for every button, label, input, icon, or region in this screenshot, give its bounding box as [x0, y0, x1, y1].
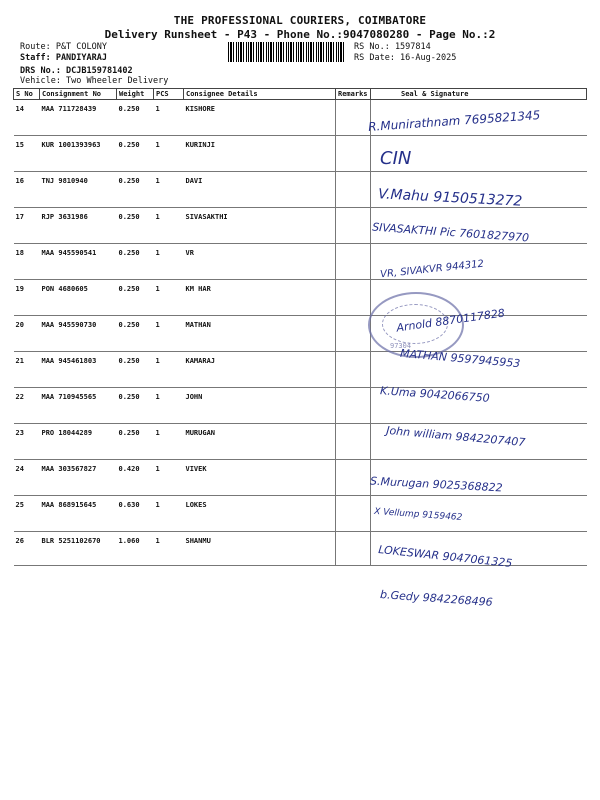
row-consignee: MATHAN — [184, 316, 336, 352]
row-consignee: DAVI — [184, 172, 336, 208]
row-sno: 23 — [14, 424, 40, 460]
sheet-title: THE PROFESSIONAL COURIERS, COIMBATORE — [173, 14, 427, 27]
row-remarks — [336, 388, 371, 424]
signature-26: b.Gedy 9842268496 — [379, 588, 494, 609]
row-pcs: 1 — [154, 496, 184, 532]
row-remarks — [336, 244, 371, 280]
col-remarks: Remarks — [336, 89, 371, 100]
row-pcs: 1 — [154, 352, 184, 388]
row-weight: 0.250 — [117, 352, 154, 388]
row-remarks — [336, 424, 371, 460]
row-sno: 22 — [14, 388, 40, 424]
row-consignment-no: PRO 18044289 — [40, 424, 117, 460]
row-consignment-no: KUR 1001393963 — [40, 136, 117, 172]
drs-number: DRS No.: DCJB159781402 — [20, 66, 133, 76]
col-weight: Weight — [117, 89, 154, 100]
signature-16: V.Mahu 9150513272 — [377, 186, 523, 210]
row-weight: 0.250 — [117, 316, 154, 352]
row-weight: 0.250 — [117, 172, 154, 208]
row-sno: 17 — [14, 208, 40, 244]
row-pcs: 1 — [154, 100, 184, 136]
barcode — [228, 42, 346, 62]
row-consignment-no: TNJ 9810940 — [40, 172, 117, 208]
signature-23: S.Murugan 9025368822 — [369, 474, 503, 495]
table-row — [14, 316, 587, 352]
row-consignee: VIVEK — [184, 460, 336, 496]
row-consignee: SHANMU — [184, 532, 336, 566]
row-sno: 26 — [14, 532, 40, 566]
row-remarks — [336, 496, 371, 532]
rs-date: RS Date: 16-Aug-2025 — [354, 53, 457, 63]
row-pcs: 1 — [154, 244, 184, 280]
row-remarks — [336, 316, 371, 352]
row-consignee: VR — [184, 244, 336, 280]
sheet-subtitle: Delivery Runsheet - P43 - Phone No.:9047080280 - Page No.:2 — [104, 28, 496, 41]
row-consignment-no: MAA 303567827 — [40, 460, 117, 496]
signature-19: Arnold 8870117828 — [395, 306, 506, 335]
row-weight: 0.250 — [117, 280, 154, 316]
signature-20: MATHAN 9597945953 — [399, 346, 521, 371]
row-pcs: 1 — [154, 172, 184, 208]
row-sno: 16 — [14, 172, 40, 208]
row-pcs: 1 — [154, 136, 184, 172]
row-weight: 0.420 — [117, 460, 154, 496]
stamp-text: 97304 — [390, 342, 412, 350]
signature-22: John william 9842207407 — [385, 423, 526, 450]
row-consignment-no: MAA 710945565 — [40, 388, 117, 424]
row-remarks — [336, 100, 371, 136]
col-consignee: Consignee Details — [184, 89, 336, 100]
row-consignee: SIVASAKTHI — [184, 208, 336, 244]
row-sno: 20 — [14, 316, 40, 352]
row-pcs: 1 — [154, 424, 184, 460]
row-weight: 0.630 — [117, 496, 154, 532]
row-consignee: KAMARAJ — [184, 352, 336, 388]
row-pcs: 1 — [154, 280, 184, 316]
signature-17: SIVASAKTHI Pic 7601827970 — [371, 220, 530, 245]
row-weight: 0.250 — [117, 388, 154, 424]
row-pcs: 1 — [154, 316, 184, 352]
row-consignee: KURINJI — [184, 136, 336, 172]
signature-25: LOKESWAR 9047061325 — [377, 543, 513, 570]
col-signature: Seal & Signature — [371, 89, 587, 100]
col-sno: S No — [14, 89, 40, 100]
row-weight: 0.250 — [117, 424, 154, 460]
row-consignment-no: MAA 945461803 — [40, 352, 117, 388]
row-sno: 24 — [14, 460, 40, 496]
signature-14: R.Munirathnam 7695821345 — [367, 108, 541, 134]
row-consignment-no: RJP 3631986 — [40, 208, 117, 244]
row-pcs: 1 — [154, 208, 184, 244]
row-consignment-no: MAA 945590541 — [40, 244, 117, 280]
row-remarks — [336, 136, 371, 172]
row-sno: 18 — [14, 244, 40, 280]
row-consignee: KISHORE — [184, 100, 336, 136]
row-pcs: 1 — [154, 388, 184, 424]
row-weight: 0.250 — [117, 100, 154, 136]
row-sno: 21 — [14, 352, 40, 388]
row-sno: 15 — [14, 136, 40, 172]
row-remarks — [336, 532, 371, 566]
row-consignee: MURUGAN — [184, 424, 336, 460]
table-header-row — [14, 89, 587, 100]
row-consignment-no: MAA 868915645 — [40, 496, 117, 532]
signature-18: VR, SIVAKVR 944312 — [379, 258, 485, 281]
table-row — [14, 244, 587, 280]
row-sno: 14 — [14, 100, 40, 136]
col-consignment: Consignment No — [40, 89, 117, 100]
route: Route: P&T COLONY — [20, 42, 107, 52]
table-row — [14, 388, 587, 424]
row-sno: 25 — [14, 496, 40, 532]
row-remarks — [336, 352, 371, 388]
row-remarks — [336, 280, 371, 316]
row-sno: 19 — [14, 280, 40, 316]
row-remarks — [336, 172, 371, 208]
vehicle: Vehicle: Two Wheeler Delivery — [20, 76, 169, 86]
signature-24: X Vellump 9159462 — [373, 506, 463, 524]
row-weight: 0.250 — [117, 136, 154, 172]
row-consignee: KM HAR — [184, 280, 336, 316]
row-weight: 1.060 — [117, 532, 154, 566]
row-consignment-no: BLR 5251102670 — [40, 532, 117, 566]
table-row — [14, 496, 587, 532]
row-pcs: 1 — [154, 532, 184, 566]
row-remarks — [336, 208, 371, 244]
rs-number: RS No.: 1597814 — [354, 42, 431, 52]
row-consignment-no: PON 4680605 — [40, 280, 117, 316]
row-consignee: JOHN — [184, 388, 336, 424]
signature-21: K.Uma 9042066750 — [379, 384, 491, 405]
table-row — [14, 136, 587, 172]
signature-15: CIN — [380, 148, 412, 169]
staff: Staff: PANDIYARAJ — [20, 53, 107, 63]
row-weight: 0.250 — [117, 244, 154, 280]
row-weight: 0.250 — [117, 208, 154, 244]
col-pcs: PCS — [154, 89, 184, 100]
row-consignee: LOKES — [184, 496, 336, 532]
row-consignment-no: MAA 945590730 — [40, 316, 117, 352]
row-consignment-no: MAA 711728439 — [40, 100, 117, 136]
row-remarks — [336, 460, 371, 496]
row-pcs: 1 — [154, 460, 184, 496]
